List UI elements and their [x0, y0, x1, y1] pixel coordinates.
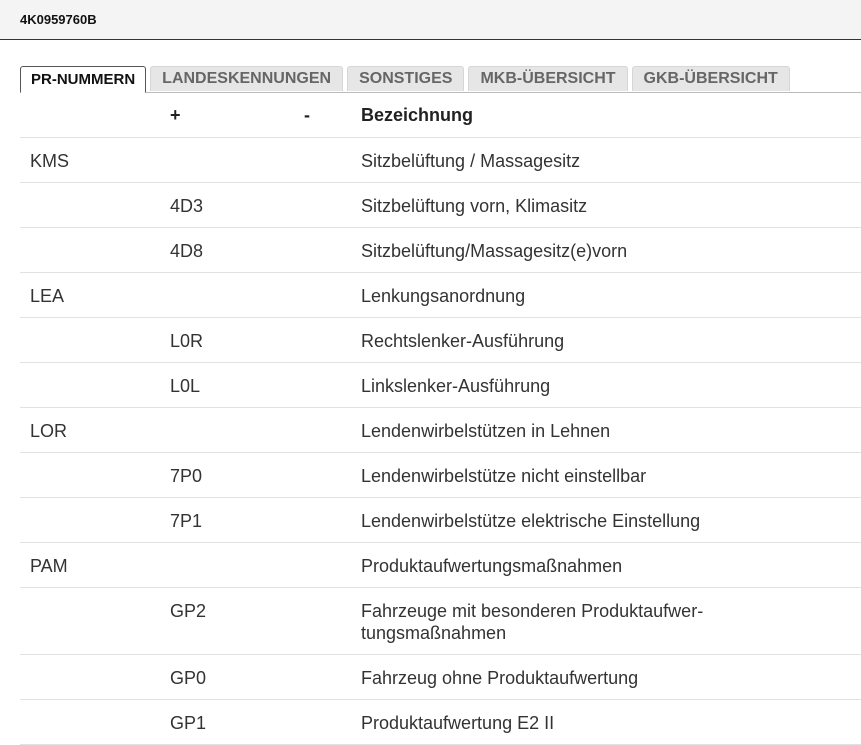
table-row — [20, 700, 861, 745]
cell-family — [20, 498, 160, 542]
table-row — [20, 183, 861, 228]
table-row — [20, 138, 861, 183]
cell-family: KMS — [30, 151, 70, 171]
cell-minus — [294, 453, 351, 497]
table-row — [20, 498, 861, 543]
table-row — [20, 655, 861, 700]
table-row — [20, 453, 861, 498]
cell-description: Lendenwirbelstütze elektrische Einstellung — [361, 511, 701, 531]
cell-plus — [160, 543, 294, 587]
column-header-minus: - — [304, 104, 310, 125]
cell-plus: 4D3 — [170, 196, 204, 216]
cell-family — [20, 453, 160, 497]
cell-minus — [294, 408, 351, 452]
cell-plus: 4D8 — [170, 241, 204, 261]
cell-minus — [294, 228, 351, 272]
cell-plus: 7P0 — [170, 466, 203, 486]
table-row — [20, 543, 861, 588]
cell-family: LEA — [30, 286, 65, 306]
cell-description: Sitzbelüftung / Massagesitz — [361, 151, 581, 171]
cell-description: Fahrzeug ohne Produktaufwertung — [361, 668, 639, 688]
table-row — [20, 273, 861, 318]
cell-plus — [160, 408, 294, 452]
cell-plus: GP0 — [170, 668, 207, 688]
cell-description: Rechtslenker-Ausführung — [361, 331, 565, 351]
tab-pr-nummern[interactable]: PR-NUMMERN — [20, 66, 146, 93]
cell-family: LOR — [30, 421, 68, 441]
cell-description: Sitzbelüftung vorn, Klimasitz — [361, 196, 588, 216]
tab-gkb-uebersicht[interactable]: GKB-ÜBERSICHT — [632, 66, 790, 91]
cell-plus — [160, 138, 294, 182]
cell-plus: L0L — [170, 376, 201, 396]
table-row — [20, 228, 861, 273]
cell-plus: 7P1 — [170, 511, 203, 531]
cell-family — [20, 655, 160, 699]
table-row — [20, 363, 861, 408]
cell-plus: GP2 — [170, 601, 207, 621]
cell-minus — [294, 183, 351, 227]
tab-bar — [20, 66, 861, 93]
cell-plus: GP1 — [170, 713, 207, 733]
tab-sonstiges[interactable]: SONSTIGES — [347, 66, 464, 91]
cell-family — [20, 228, 160, 272]
cell-description: Linkslenker-Ausführung — [361, 376, 551, 396]
cell-minus — [294, 655, 351, 699]
column-header-plus: + — [170, 104, 181, 125]
table-row — [20, 588, 861, 655]
cell-minus — [294, 498, 351, 542]
table-row — [20, 408, 861, 453]
cell-description: Fahrzeuge mit besonderen Produktaufwer-tungsmaßnahmen — [361, 601, 704, 643]
column-header-description: Bezeichnung — [361, 104, 474, 125]
cell-minus — [294, 273, 351, 317]
cell-family — [20, 183, 160, 227]
cell-plus — [160, 273, 294, 317]
cell-minus — [294, 138, 351, 182]
table-body — [20, 138, 861, 745]
cell-description: Lendenwirbelstützen in Lehnen — [361, 421, 611, 441]
cell-plus: L0R — [170, 331, 204, 351]
pr-number-table — [20, 93, 861, 745]
cell-description: Lenkungsanordnung — [361, 286, 526, 306]
part-number-header — [0, 0, 861, 40]
cell-family — [20, 588, 160, 654]
cell-family: PAM — [30, 556, 68, 576]
cell-minus — [294, 588, 351, 654]
cell-family — [20, 363, 160, 407]
cell-description: Sitzbelüftung/Massagesitz(e)vorn — [361, 241, 628, 261]
cell-minus — [294, 318, 351, 362]
cell-family — [20, 318, 160, 362]
cell-description: Lendenwirbelstütze nicht einstellbar — [361, 466, 647, 486]
cell-minus — [294, 543, 351, 587]
cell-description: Produktaufwertungsmaßnahmen — [361, 556, 623, 576]
table-header-row — [20, 93, 861, 138]
part-number-title: 4K0959760B — [20, 12, 97, 27]
cell-minus — [294, 700, 351, 744]
cell-description: Produktaufwertung E2 II — [361, 713, 555, 733]
cell-minus — [294, 363, 351, 407]
tab-mkb-uebersicht[interactable]: MKB-ÜBERSICHT — [468, 66, 627, 91]
table-row — [20, 318, 861, 363]
cell-family — [20, 700, 160, 744]
tab-landeskennungen[interactable]: LANDESKENNUNGEN — [150, 66, 343, 91]
